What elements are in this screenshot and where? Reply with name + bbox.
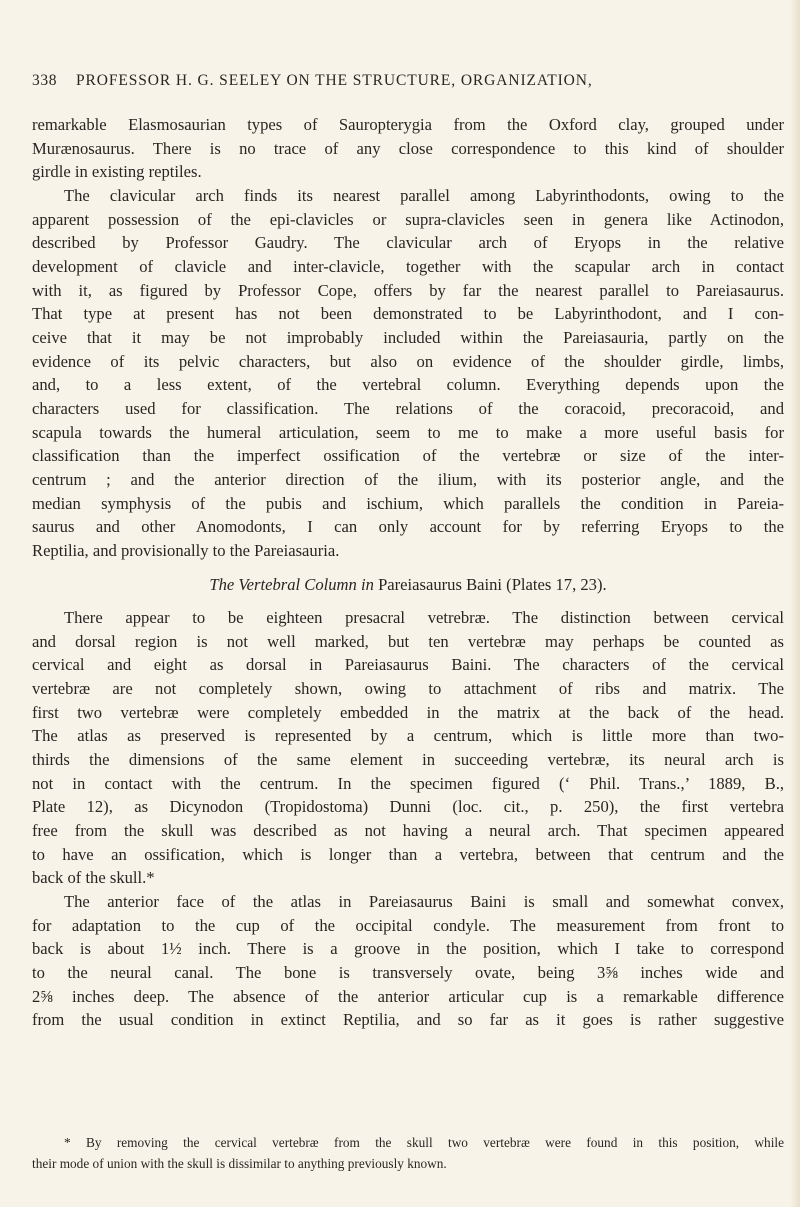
text-line: free from the skull was described as not having a neural arch. That specimen appeared <box>32 821 784 841</box>
footnote-line: their mode of union with the skull is dissimilar to anything previously known. <box>32 1156 447 1171</box>
text-line: characters used for classification. The relations of the coracoid, precoracoid, and <box>32 398 784 418</box>
text-line: The clavicular arch finds its nearest parallel among Labyrinthodonts, owing to the <box>64 185 784 205</box>
text-line: 2⅝ inches deep. The absence of the anterior articular cup is a remarkable difference <box>32 986 784 1006</box>
paragraph-3 <box>32 606 784 890</box>
text-line: apparent possession of the epi-clavicles or supra-clavicles seen in genera like Actinodon, <box>32 209 784 229</box>
text-line: The atlas as preserved is represented by a centrum, which is little more than two- <box>32 726 784 746</box>
paragraph-4 <box>32 890 784 1032</box>
page-edge-shadow <box>790 0 800 1207</box>
text-line: back is about 1½ inch. There is a groove in the position, which I take to correspond <box>32 939 784 959</box>
text-line: not in contact with the centrum. In the specimen figured (‘ Phil. Trans.,’ 1889, B., <box>32 773 784 793</box>
text-line: for adaptation to the cup of the occipital condyle. The measurement from front to <box>32 915 784 935</box>
paragraph-2 <box>32 184 784 563</box>
body-text <box>32 113 784 1032</box>
text-line: vertebræ are not completely shown, owing to attachment of ribs and matrix. The <box>32 679 784 699</box>
text-line: and, to a less extent, of the vertebral column. Everything depends upon the <box>32 375 784 395</box>
text-line: development of clavicle and inter-clavicle, together with the scapular arch in contact <box>32 256 784 276</box>
text-line: Plate 12), as Dicynodon (Tropidostoma) Dunni (loc. cit., p. 250), the first vertebra <box>32 797 784 817</box>
text-line: to have an ossification, which is longer than a vertebra, between that centrum and the <box>32 844 784 864</box>
text-line: There appear to be eighteen presacral vetrebræ. The distinction between cervical <box>64 608 784 628</box>
text-line: and dorsal region is not well marked, but ten vertebræ may perhaps be counted as <box>32 631 784 651</box>
text-line: classification than the imperfect ossification of the vertebræ or size of the inter- <box>32 446 784 466</box>
text-line: girdle in existing reptiles. <box>32 162 202 182</box>
text-line: Reptilia, and provisionally to the Pareiasauria. <box>32 540 340 560</box>
text-line: evidence of its pelvic characters, but also on evidence of the shoulder girdle, limbs, <box>32 351 784 371</box>
text-line: back of the skull.* <box>32 868 155 888</box>
running-head: PROFESSOR H. G. SEELEY ON THE STRUCTURE, ORGANIZATION, <box>76 72 593 89</box>
section-heading-italic: The Vertebral Column in <box>209 575 374 595</box>
footnote-line: * By removing the cervical vertebræ from the skull two vertebræ were found in this position, while <box>64 1135 784 1150</box>
paragraph-1 <box>32 113 784 184</box>
text-line: scapula towards the humeral articulation, seem to me to make a more useful basis for <box>32 422 784 442</box>
text-line: cervical and eight as dorsal in Pareiasaurus Baini. The characters of the cervical <box>32 655 784 675</box>
page-header <box>32 72 776 90</box>
text-line: That type at present has not been demonstrated to be Labyrinthodont, and I con- <box>32 304 784 324</box>
text-line: to the neural canal. The bone is transversely ovate, being 3⅝ inches wide and <box>32 962 784 982</box>
text-line: remarkable Elasmosaurian types of Sauropterygia from the Oxford clay, grouped under <box>32 115 784 134</box>
text-line: ceive that it may be not improbably included within the Pareiasauria, partly on the <box>32 327 784 347</box>
text-line: saurus and other Anomodonts, I can only account for by referring Eryops to the <box>32 517 784 537</box>
text-line: Murænosaurus. There is no trace of any close correspondence to this kind of shoulder <box>32 138 784 158</box>
footnote <box>32 1132 784 1174</box>
text-line: The anterior face of the atlas in Pareiasaurus Baini is small and somewhat convex, <box>64 892 784 911</box>
text-line: median symphysis of the pubis and ischium, which parallels the condition in Pareia- <box>32 493 784 513</box>
text-line: from the usual condition in extinct Reptilia, and so far as it goes is rather suggestive <box>32 1010 784 1030</box>
text-line: described by Professor Gaudry. The clavicular arch of Eryops in the relative <box>32 233 784 253</box>
section-heading-roman: Pareiasaurus Baini (Plates 17, 23). <box>378 575 607 595</box>
section-heading <box>32 573 784 597</box>
text-line: first two vertebræ were completely embedded in the matrix at the back of the head. <box>32 702 784 722</box>
text-line: centrum ; and the anterior direction of the ilium, with its posterior angle, and the <box>32 469 784 489</box>
text-line: with it, as figured by Professor Cope, offers by far the nearest parallel to Pareiasaurus. <box>32 280 784 300</box>
text-line: thirds the dimensions of the same element in succeeding vertebræ, its neural arch is <box>32 750 784 770</box>
page-number: 338 <box>32 72 58 89</box>
